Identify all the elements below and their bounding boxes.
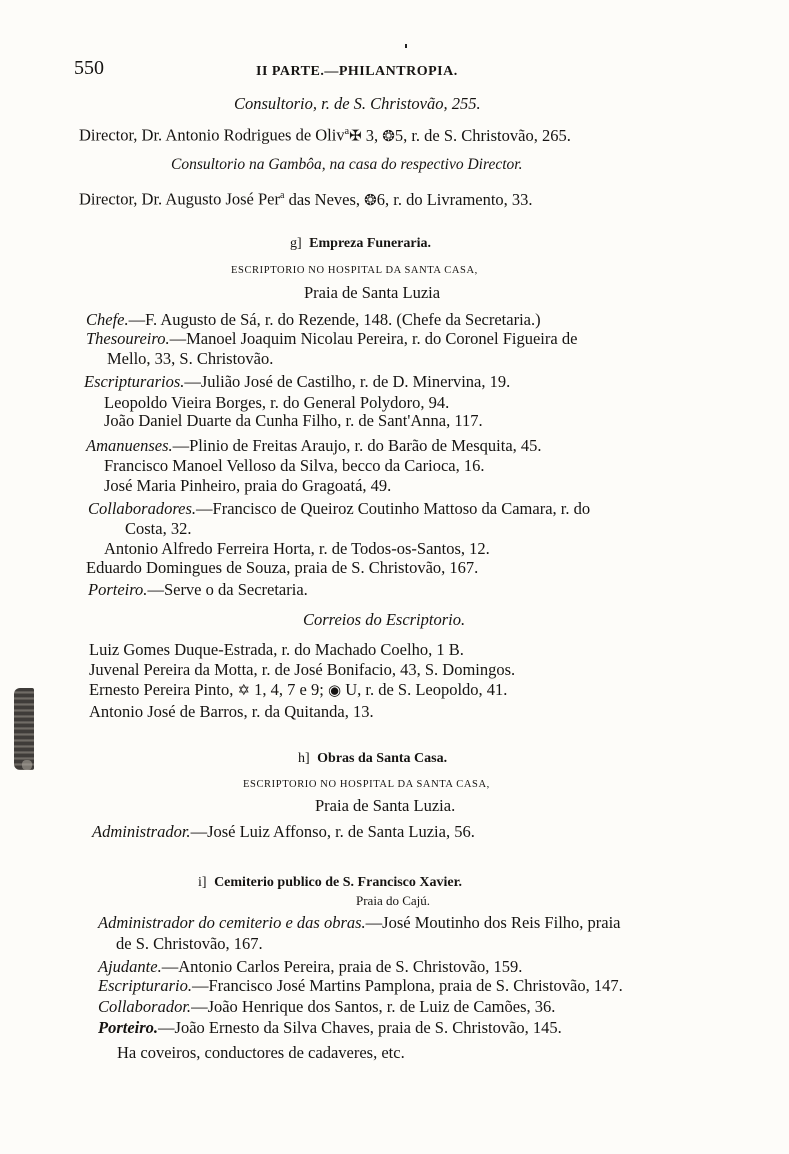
- entry-text: —Serve o da Secretaria.: [147, 580, 308, 599]
- director-sup: a: [344, 126, 350, 137]
- porteiro-entry: [88, 580, 308, 600]
- entry-text: —Antonio Carlos Pereira, praia de S. Christovão, 159.: [161, 957, 523, 976]
- running-title: II PARTE.—PHILANTROPIA.: [256, 64, 458, 79]
- director-text-b: [366, 126, 571, 145]
- correio-line: Juvenal Pereira da Motta, r. de José Bonifacio, 43, S. Domingos.: [89, 660, 516, 679]
- director2-text-b1: das Neves,: [284, 189, 365, 209]
- role-label: Collaboradores.: [88, 499, 197, 518]
- role-label: Escripturario.: [98, 976, 192, 995]
- director-text-a: Director, Dr. Antonio Rodrigues de Oliv: [79, 125, 345, 145]
- correio-line: Antonio José de Barros, r. da Quitanda, 13.: [89, 702, 374, 721]
- section-h-label: h]: [298, 751, 310, 766]
- director-text-b-wrap: [366, 126, 571, 145]
- consultorio-title: Consultorio, r. de S. Christovão, 255.: [234, 94, 481, 113]
- section-g-place: Praia de Santa Luzia: [304, 283, 441, 302]
- entry-text: —Julião José de Castilho, r. de D. Minervina, 19.: [184, 372, 511, 391]
- escripturario-entry: [98, 976, 623, 996]
- section-g-label: g]: [290, 236, 302, 251]
- correio-text-a: Ernesto Pereira Pinto,: [89, 680, 234, 699]
- role-label: Ajudante.: [98, 957, 162, 976]
- role-label: Amanuenses.: [86, 436, 173, 455]
- escripturarios-entry: [84, 372, 510, 392]
- role-label: Chefe.: [86, 310, 129, 329]
- gamboa-director: [79, 186, 533, 211]
- masonic-star-icon: ✡: [237, 683, 251, 699]
- porteiro-cemiterio-entry: [98, 1018, 562, 1038]
- entry-text: —F. Augusto de Sá, r. do Rezende, 148. (Chefe da Secretaria.): [128, 310, 541, 329]
- section-i-label: i]: [198, 875, 207, 890]
- consultorio-director: [79, 122, 571, 147]
- section-i-title: Cemiterio publico de S. Francisco Xavier.: [214, 875, 463, 890]
- list-item: João Daniel Duarte da Cunha Filho, r. de Sant'Anna, 117.: [104, 411, 483, 430]
- entry-text: —Francisco José Martins Pamplona, praia de S. Christovão, 147.: [191, 976, 623, 995]
- correio-text-b: 1, 4, 7 e 9;: [250, 680, 328, 699]
- footer-note: Ha coveiros, conductores de cadaveres, etc.: [117, 1043, 405, 1062]
- section-h-title: Obras da Santa Casa.: [317, 751, 448, 766]
- director-text-b2: 5, r. de S. Christovão, 265.: [394, 125, 571, 145]
- collaboradores-entry: [88, 499, 590, 519]
- amanuenses-entry: [86, 436, 542, 456]
- section-i-heading: [198, 873, 462, 893]
- cemiterio-admin-entry: [98, 913, 621, 933]
- entry-text: —João Ernesto da Silva Chaves, praia de S. Christovão, 145.: [158, 1018, 562, 1037]
- cross-order-icon: ✠: [349, 128, 362, 145]
- chefe-entry: [86, 310, 541, 330]
- list-item: Eduardo Domingues de Souza, praia de S. Christovão, 167.: [86, 558, 479, 577]
- page-number: 550: [74, 57, 104, 79]
- role-label: Administrador do cemiterio e das obras.: [98, 913, 366, 932]
- entry-text: —Manoel Joaquim Nicolau Pereira, r. do Coronel Figueira de: [169, 329, 578, 348]
- administrador-entry: [92, 822, 475, 842]
- book-binding-shadow: [14, 688, 34, 770]
- director2-text-a: Director, Dr. Augusto José Per: [79, 189, 280, 209]
- collaborador-entry: [98, 997, 555, 1017]
- correio-text-c: U, r. de S. Leopoldo, 41.: [341, 680, 508, 699]
- list-item: Leopoldo Vieira Borges, r. do General Polydoro, 94.: [104, 393, 450, 412]
- list-item: Antonio Alfredo Ferreira Horta, r. de Todos-os-Santos, 12.: [104, 539, 490, 558]
- role-label: Porteiro.: [88, 580, 148, 599]
- list-item: Francisco Manoel Velloso da Silva, becco da Carioca, 16.: [104, 456, 485, 475]
- entry-text: —José Luiz Affonso, r. de Santa Luzia, 56.: [190, 822, 475, 841]
- section-g-office: ESCRIPTORIO NO HOSPITAL DA SANTA CASA,: [231, 265, 478, 276]
- medal-icon: ◉: [327, 683, 342, 699]
- role-label: Thesoureiro.: [86, 329, 170, 348]
- tesoureiro-continuation: Mello, 33, S. Christovão.: [107, 349, 274, 368]
- ajudante-entry: [98, 957, 522, 977]
- entry-text: —Francisco de Queiroz Coutinho Mattoso da Camara, r. do: [196, 499, 591, 518]
- role-label: Escripturarios.: [84, 372, 185, 391]
- section-h-heading: [298, 749, 447, 769]
- director2-sup: a: [279, 190, 285, 201]
- section-h-office: ESCRIPTORIO NO HOSPITAL DA SANTA CASA,: [243, 779, 490, 790]
- role-label: Collaborador.: [98, 997, 192, 1016]
- director-text-b1: 3,: [365, 125, 383, 145]
- consultorio-gamboa-title: Consultorio na Gambôa, na casa do respectivo Director.: [171, 156, 523, 173]
- section-i-place: Praia do Cajú.: [356, 893, 431, 908]
- section-g-title: Empreza Funeraria.: [309, 236, 432, 251]
- tesoureiro-entry: [86, 329, 577, 349]
- decoration-star-icon: ❂: [364, 192, 377, 209]
- director2-text-b: [284, 190, 532, 209]
- decoration-star-icon: ❂: [382, 128, 395, 145]
- print-mark: [405, 44, 407, 48]
- collaboradores-continuation: Costa, 32.: [125, 519, 192, 538]
- list-item: José Maria Pinheiro, praia do Gragoatá, 49.: [104, 476, 392, 495]
- director2-text-b2: 6, r. do Livramento, 33.: [376, 189, 533, 209]
- section-g-heading: [290, 234, 431, 254]
- role-label: Porteiro.: [98, 1018, 159, 1037]
- correio-line-3: [89, 680, 507, 701]
- role-label: Administrador.: [92, 822, 191, 841]
- entry-text: —Plinio de Freitas Araujo, r. do Barão de Mesquita, 45.: [172, 436, 542, 455]
- entry-text: —José Moutinho dos Reis Filho, praia: [365, 913, 621, 932]
- cemiterio-admin-continuation: de S. Christovão, 167.: [116, 934, 263, 953]
- section-h-place: Praia de Santa Luzia.: [315, 796, 456, 815]
- correios-title: Correios do Escriptorio.: [303, 610, 466, 629]
- correio-line: Luiz Gomes Duque-Estrada, r. do Machado Coelho, 1 B.: [89, 640, 464, 659]
- binding-speck: [22, 760, 32, 770]
- entry-text: —João Henrique dos Santos, r. de Luiz de Camões, 36.: [191, 997, 556, 1016]
